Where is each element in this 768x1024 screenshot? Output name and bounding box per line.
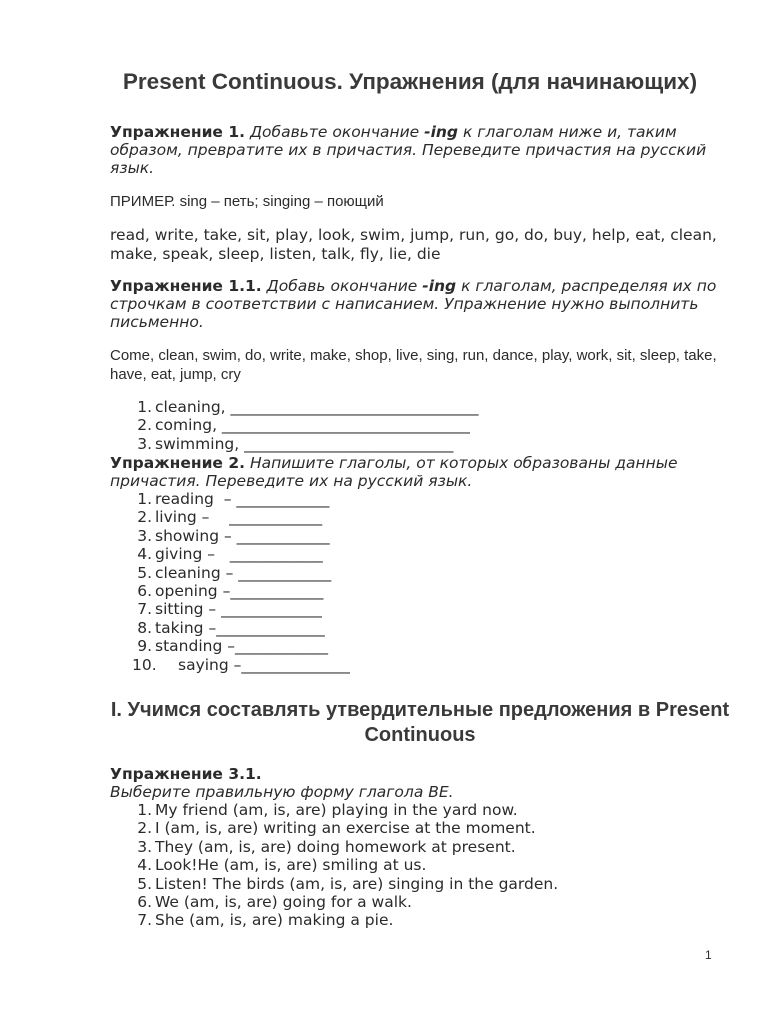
exercise-2-text: Напишите глаголы, от которых образованы данные причастия. Переведите их на русский язык. — [110, 454, 678, 490]
list-item: 5. cleaning – ____________ — [137, 563, 332, 582]
list-item: 6. opening –____________ — [137, 582, 324, 601]
list-item: 10. saying –______________ — [132, 655, 350, 674]
exercise-1-ing: -ing — [424, 123, 459, 141]
exercise-1-1-text-a: Добавь окончание — [261, 277, 423, 295]
exercise-3-1-title: Упражнение 3.1. — [110, 765, 262, 783]
exercise-3-1-list — [110, 801, 730, 930]
list-item: 1. cleaning, ________________________________ — [137, 398, 479, 416]
list-item: 4. giving – ____________ — [137, 545, 323, 564]
exercise-1-text-b: к глаголам ниже и, таким образом, превратите их в причастия. Переведите причастия на русский язык. — [110, 123, 707, 177]
list-item: 2. living – ____________ — [137, 508, 323, 527]
list-item: 7. sitting – _____________ — [137, 600, 322, 619]
exercise-1-1-instruction — [110, 277, 730, 331]
list-item: 1. reading – ____________ — [137, 490, 330, 508]
exercise-1-1-ing: -ing — [422, 277, 457, 295]
list-item: 3. showing – ____________ — [137, 526, 330, 545]
list-item: 3. swimming, ___________________________ — [137, 434, 454, 453]
list-item: 3. They (am, is, are) doing homework at present. — [137, 837, 516, 856]
exercise-1-instruction — [110, 123, 730, 177]
list-item: 2. I (am, is, are) writing an exercise at the moment. — [137, 819, 536, 838]
exercise-1-1-text-b: к глаголам, распределяя их по строчкам в соответствии с написанием. Упражнение нужно выполнить письменно. — [110, 277, 717, 331]
exercise-1-1-verbs: Come, clean, swim, do, write, make, shop, live, sing, run, dance, play, work, sit, sleep, take, have, eat, jump, cry — [110, 347, 717, 383]
list-item: 2. coming, ________________________________ — [137, 416, 470, 435]
section-heading: I. Учимся составлять утвердительные предложения в Present Continuous — [110, 699, 730, 746]
exercise-3-1-label — [110, 765, 730, 783]
exercise-2-label: Упражнение 2. — [110, 454, 246, 472]
exercise-1-1-list — [110, 398, 730, 453]
exercise-1-verbs: read, write, take, sit, play, look, swim, jump, run, go, do, buy, help, eat, clean, make, speak, sleep, listen, talk, fly, lie, die — [110, 226, 717, 263]
page-number: 1 — [705, 948, 712, 962]
list-item: 9. standing –____________ — [137, 637, 328, 656]
list-item: 5. Listen! The birds (am, is, are) singing in the garden. — [137, 874, 559, 893]
exercise-1-1-label: Упражнение 1.1. — [110, 277, 262, 295]
list-item: 4. Look!He (am, is, are) smiling at us. — [137, 856, 427, 875]
exercise-2-instruction — [110, 454, 730, 490]
exercise-2-list — [110, 490, 730, 674]
exercise-3-1-text: Выберите правильную форму глагола BE. — [110, 783, 454, 801]
list-item: 7. She (am, is, are) making a pie. — [137, 911, 394, 930]
list-item: 8. taking –______________ — [137, 618, 325, 637]
list-item: 6. We (am, is, are) going for a walk. — [137, 893, 412, 912]
exercise-3-1-instruction — [110, 783, 730, 801]
document-title: Present Continuous. Упражнения (для начинающих) — [122, 69, 698, 94]
exercise-1-label: Упражнение 1. — [110, 123, 246, 141]
exercise-1-example: ПРИМЕР. sing – петь; singing – поющий — [110, 193, 384, 210]
list-item: 1. My friend (am, is, are) playing in the yard now. — [137, 801, 518, 819]
exercise-1-text-a: Добавьте окончание — [245, 123, 425, 141]
